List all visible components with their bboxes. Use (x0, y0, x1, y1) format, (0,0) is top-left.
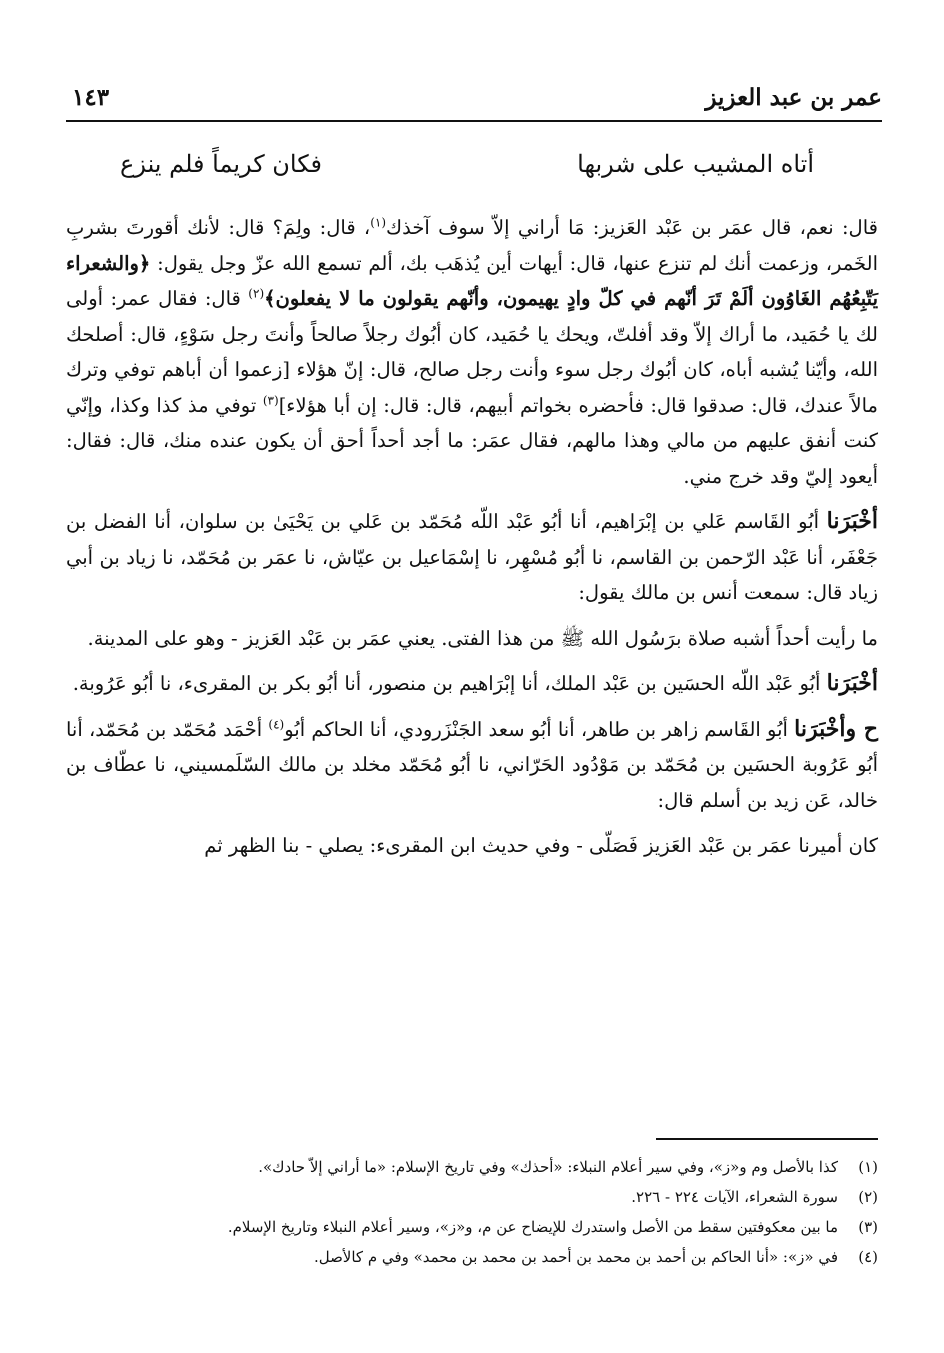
footnote-text: كذا بالأصل وم و«ز»، وفي سير أعلام النبلاء: «أحذك» وفي تاريخ الإسلام: «ما أراني إلاّ حادك». (258, 1158, 838, 1176)
text-segment: أبُو القَاسم عَلي بن إبْرَاهيم، أنا أبُو عَبْد اللّه مُحَمّد بن عَلي بن يَحْيَىٰ بن سلوان، أنا الفضل بن جَعْفَر، أنا عَبْد الرّحمن بن القاسم، نا أبُو مُسْهِر، نا إسْمَاعيل بن عيّاش، نا عمَر بن مُحَمّد، نا زياد بن أبي زياد قال: سمعت أنس بن مالك يقول: (66, 510, 878, 604)
footnote-ref-2: (٢) (248, 286, 265, 301)
isnad-lead-word: أخْبَرَنا (826, 508, 878, 534)
verse-second-hemistich: فكان كريماً فلم ينزع (120, 150, 322, 178)
poetry-verse (90, 150, 854, 186)
verse-first-hemistich: أتاه المشيب على شربها (577, 150, 814, 178)
footnote-divider (656, 1138, 878, 1140)
footnote (66, 1242, 878, 1272)
paragraph-isnad-3 (66, 712, 878, 819)
paragraph-hadith-2 (66, 828, 878, 864)
footnote-number: (٣) (858, 1218, 878, 1236)
isnad-switch-marker: ح (856, 715, 878, 742)
footnote-text: في «ز»: «أنا الحاكم بن أحمد بن محمد بن أحمد بن محمد بن محمد» وفي م كالأصل. (313, 1248, 838, 1266)
paragraph-hadith-1 (66, 621, 878, 657)
footnote (66, 1212, 878, 1242)
footnote-ref-1: (١) (370, 215, 387, 230)
isnad-lead-word: وأخْبَرَنا (794, 715, 857, 742)
text-segment: كان أميرنا عمَر بن عَبْد العَزيز فَصَلّى - وفي حديث ابن المقرىء: يصلي - بنا الظهر ثم (204, 834, 878, 857)
text-segment: ما رأيت أحداً أشبه صلاة برَسُول الله ﷺ من هذا الفتى. يعني عمَر بن عَبْد العَزيز - وهو على المدينة. (87, 626, 878, 650)
page-number: ١٤٣ (72, 84, 110, 111)
footnote-text: سورة الشعراء، الآيات ٢٢٤ - ٢٢٦. (631, 1188, 838, 1206)
text-segment: أبُو عَبْد اللّه الحسَين بن عَبْد الملك، أنا إبْرَاهيم بن منصور، أنا أبُو بكر بن المقرىء، نا أبُو عَرُوبة. (72, 672, 827, 695)
text-segment: أحْمَد مُحَمّد بن مُحَمّد، أنا أبُو عَرُوبة الحسَين بن مُحَمّد بن مَوْدُود الحَرّاني، نا أبُو مُحَمّد مخلد بن مالك السّلَمسيني، نا عطّاف بن خالد، عَن زيد بن أسلم قال: (65, 717, 878, 812)
page-header (66, 80, 882, 122)
footnote-text: ما بين معكوفتين سقط من الأصل واستدرك للإيضاح عن م، و«ز»، وسير أعلام النبلاء وتاريخ الإسلام. (227, 1218, 838, 1236)
isnad-lead-word: أخْبَرَنا (826, 670, 878, 696)
main-text (66, 210, 878, 874)
paragraph-isnad-1 (66, 504, 878, 611)
footnotes (66, 1152, 878, 1272)
text-segment: قال: فقال عمر: أولى لك يا حُمَيد، ما أراك إلاّ وقد أفلتّ، ويحك يا حُمَيد، كان أبُوك رجلاً صالحاً وأنتَ رجل سَوْءٍ، قال: أصلحك الله، وأيّنا يُشبه أباه، كان أبُوك رجل سوء وأنت رجل صالح، قال: إنّ هؤلاء [زعموا أن أباهم توفي وترك مالاً عندك، قال: صدقوا قال: فأحضره بخواتم أبيهم، قال: قال: إن أبا هؤلاء] (66, 287, 878, 417)
text-segment: توفي مذ كذا وكذا، وإنّي كنت أنفق عليهم من مالي وهذا مالهم، فقال عمَر: ما أجد أحداً أحق أن يكون عنده منك، قال: فقال: أيعود إليّ وقد خرج مني. (66, 393, 878, 488)
quran-verse: ﴿والشعراء يَتّبِعُهُم الغَاوُون ألَمْ تَرَ أنّهم في كلّ وادٍ يهيمون، وأنّهم يقولون ما لا يفعلون﴾ (66, 251, 878, 310)
footnote (66, 1182, 878, 1212)
footnote-number: (٢) (858, 1188, 878, 1206)
running-title: عمر بن عبد العزيز (705, 84, 882, 111)
footnote-number: (١) (858, 1158, 878, 1176)
paragraph-isnad-2 (66, 666, 878, 702)
footnote-ref-3: (٣) (262, 393, 279, 407)
text-segment: ، قال: ولِمَ؟ قال: لأنك أقورتَ بشربِ الخَمر، وزعمت أنك لم تنزع عنها، قال: أيهات أين يُذهَب بك، ألم تسمع الله عزّ وجل يقول: (66, 216, 878, 275)
text-segment: أبُو القَاسم زاهر بن طاهر، أنا أبُو سعد الجَنْزَرودي، أنا الحاكم أبُو (284, 717, 795, 741)
paragraph-dialogue (66, 210, 878, 494)
footnote-ref-4: (٤) (268, 717, 285, 731)
footnote-number: (٤) (858, 1248, 878, 1266)
text-segment: قال: نعم، قال عمَر بن عَبْد العَزيز: مَا أراني إلاّ سوف آخذك (386, 216, 878, 239)
footnote (66, 1152, 878, 1182)
